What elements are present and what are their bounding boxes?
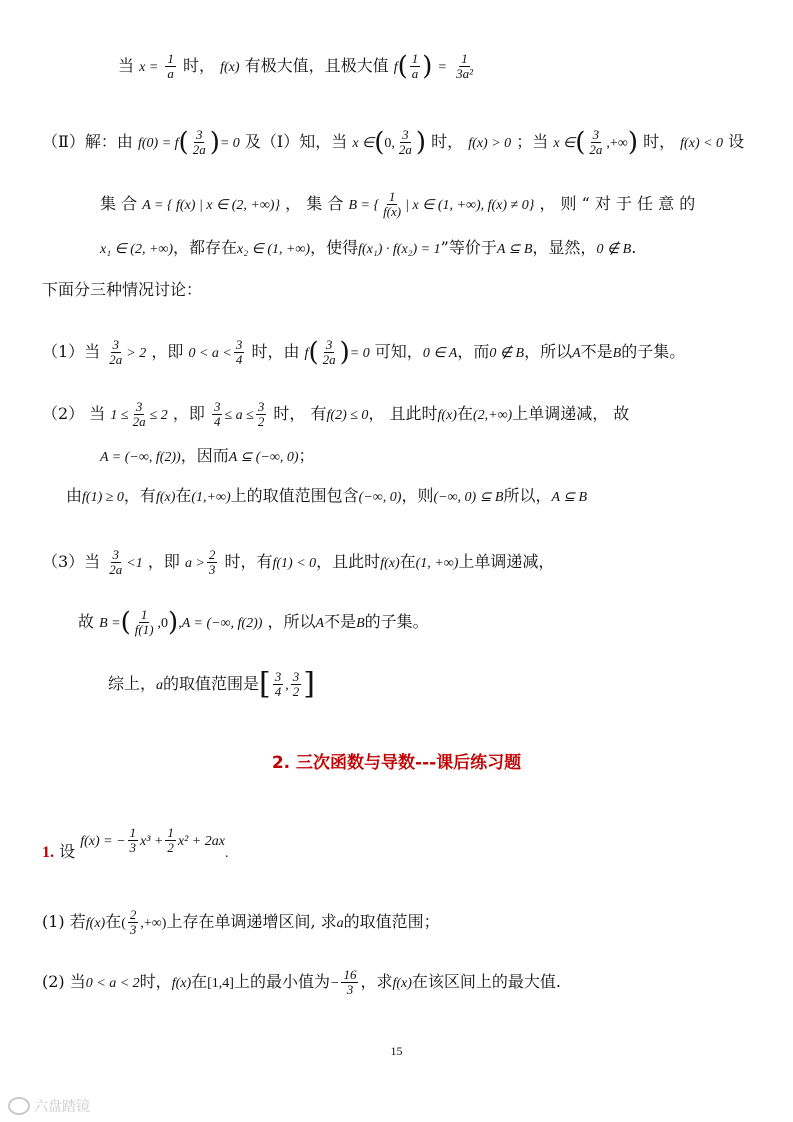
- text: 的子集。: [364, 612, 429, 631]
- text: 上单调递减， 故: [512, 404, 630, 423]
- text: 上的取值范围包含: [230, 486, 359, 505]
- text: ；: [298, 446, 315, 465]
- watermark-text: 六盘踏镜: [34, 1099, 90, 1115]
- text: 在: [191, 972, 208, 991]
- page-number: 15: [390, 1044, 403, 1058]
- text: 有极大值，且极大值: [244, 56, 389, 75]
- fraction: $\frac{3}{2a}$: [109, 547, 123, 577]
- math: f(x) < 0: [680, 136, 724, 151]
- line-max-value: 当 x = $\frac{1}{a}$ 时， f(x) 有极大值，且极大值 f( $\frac{1}{a}$ ) = $\frac{1}{\text{3a²}}$: [118, 51, 473, 82]
- fraction: $\frac{3}{2a}$: [192, 127, 206, 157]
- fraction: $\frac{3}{2a}$: [109, 337, 123, 367]
- math: A: [572, 346, 581, 361]
- text: 上存在单调递增区间, 求: [166, 912, 337, 931]
- text: ；当: [516, 132, 549, 151]
- math: x² + 2ax: [177, 834, 225, 849]
- math: 1 ≤: [110, 408, 129, 423]
- text: ，即: [147, 552, 180, 571]
- math: 0 < a < 2: [85, 976, 140, 991]
- math: > 2: [126, 346, 147, 361]
- set-b: B = {: [348, 198, 380, 213]
- math: (1,+∞): [191, 490, 231, 505]
- text: ， 且此时: [368, 404, 438, 423]
- math: = 0: [219, 136, 240, 151]
- text: 所以，: [503, 486, 552, 505]
- exercise1-part1: (1) 若f(x)在( $\frac{2}{3}$ ,+∞)上存在单调递增区间, 求a的取值范围；: [42, 907, 440, 937]
- text: ，则: [401, 486, 434, 505]
- math: f(x): [380, 556, 400, 571]
- text: 的子集。: [621, 342, 686, 361]
- math: ≤ a ≤: [224, 408, 254, 423]
- text: 设: [728, 132, 745, 151]
- fraction: $\frac{1}{f(x)}$: [383, 189, 402, 219]
- set-a: A = { f(x) | x ∈ (2, +∞)}: [142, 198, 281, 213]
- math: 0 ∉ B: [489, 346, 525, 361]
- text: 时，由: [251, 342, 300, 361]
- math: = 0: [349, 346, 370, 361]
- text: (2) 当: [42, 972, 86, 991]
- part2-line: （Ⅱ）解：由 f(0) = f( $\frac{3}{2a}$ )= 0 及（Ⅰ）知，当 x ∈(0, $\frac{3}{2a}$ ) 时， f(x) > 0 ；当 x ∈( $\frac{3}{2a}$ ,+∞) 时， f(x) < 0 设: [42, 127, 745, 158]
- math: A = (−∞, f(2)): [100, 450, 181, 465]
- text: 的取值范围是: [163, 674, 260, 693]
- math: x =: [139, 60, 159, 75]
- text: .: [631, 238, 637, 257]
- text: ”等价于: [440, 238, 497, 257]
- fraction: $\frac{3}{2a}$: [589, 127, 603, 157]
- math: x³ +: [140, 834, 164, 849]
- fraction: $\frac{3}{2}$: [257, 399, 265, 429]
- exercise1-part2: [42, 968, 561, 997]
- math: B: [356, 616, 365, 631]
- text: ，且此时: [316, 552, 381, 571]
- math: a: [336, 916, 344, 931]
- case2c-line: [66, 486, 587, 508]
- fraction: $\frac{3}{2a}$: [322, 337, 336, 367]
- fraction: $\frac{1}{2}$: [167, 825, 174, 855]
- watermark-logo-icon: [8, 1097, 30, 1115]
- text: 上的最小值为: [233, 972, 330, 991]
- case1-line: （1）当 $\frac{3}{2a}$ > 2 ，即 0 < a < $\frac{3}{4}$ 时，由 f( $\frac{3}{2a}$ )= 0 可知，0 ∈ A，而0 ∉ B，所以A不是B的子集。: [42, 337, 686, 368]
- math: f(x): [171, 976, 192, 991]
- fraction: $\frac{1}{f(1)}$: [134, 607, 154, 637]
- math: f(1) < 0: [272, 556, 317, 571]
- fraction: $\frac{3}{4}$: [274, 669, 282, 699]
- case2-line: [42, 400, 629, 429]
- text: 当: [118, 56, 135, 75]
- math: 0 ∈ A: [422, 346, 458, 361]
- case2b-line: [100, 446, 315, 468]
- fraction: $\frac{1}{3}$: [129, 825, 137, 855]
- math: A ⊆ B: [551, 490, 588, 505]
- math: (−∞, 0): [358, 490, 402, 505]
- text: ，有: [123, 486, 156, 505]
- text: ， 集 合: [285, 194, 344, 213]
- math: f(2) ≤ 0: [326, 408, 369, 423]
- text: 可知，: [374, 342, 423, 361]
- math: a >: [184, 556, 205, 571]
- math: | x ∈ (1, +∞), f(x) ≠ 0}: [405, 198, 535, 213]
- text: 在: [105, 912, 122, 931]
- math: (2,+∞): [472, 408, 513, 423]
- text: ，所以: [267, 612, 316, 631]
- section-heading: 2. 三次函数与导数---课后练习题: [271, 753, 522, 773]
- math: x₁ ∈ (2, +∞): [100, 242, 174, 257]
- text: ，都存在: [173, 238, 238, 257]
- text: 综上，: [108, 674, 157, 693]
- math: =: [437, 60, 447, 75]
- text: 上单调递减，: [458, 552, 555, 571]
- math: (−∞, 0) ⊆ B: [433, 490, 504, 505]
- math: A = (−∞, f(2)): [181, 616, 263, 631]
- math: a: [156, 678, 164, 693]
- text: 时，: [139, 972, 172, 991]
- text: 时，: [431, 132, 464, 151]
- math: [1,4]: [207, 976, 234, 991]
- math: −: [329, 976, 340, 991]
- math: A ⊆ (−∞, 0): [228, 450, 299, 465]
- text: 故: [78, 612, 95, 631]
- math: f: [304, 346, 309, 361]
- math: f(x) = −: [80, 834, 126, 849]
- text: 由: [66, 486, 83, 505]
- fraction: $\frac{2}{3}$: [208, 547, 216, 577]
- text: ，显然，: [532, 238, 597, 257]
- discuss-line: 下面分三种情况讨论：: [42, 280, 203, 299]
- math: <1: [126, 556, 143, 571]
- math: ,: [178, 616, 182, 631]
- math: x ∈: [553, 136, 576, 151]
- text: 的取值范围；: [343, 912, 440, 931]
- text: (1) 若: [42, 912, 86, 931]
- math: f(x): [155, 490, 176, 505]
- math: f(x₁) · f(x₂) = 1: [358, 242, 441, 257]
- case3-line: [42, 548, 554, 577]
- exercise1-line: 1. 设 f(x) = − $\frac{1}{3}$ x³ + $\frac{1}{2}$ x² + 2ax.: [42, 825, 229, 861]
- math: B =: [99, 616, 121, 631]
- math: f(x): [220, 60, 240, 75]
- fraction: $\frac{3}{4}$: [235, 337, 243, 367]
- text: 时，有: [224, 552, 273, 571]
- math: f(x) > 0: [468, 136, 512, 151]
- math: 0 < a <: [188, 346, 232, 361]
- text: （Ⅱ）解：由: [42, 132, 133, 151]
- math: f: [393, 60, 398, 75]
- math: x ∈: [352, 136, 375, 151]
- text: 不是: [324, 612, 357, 631]
- fraction: $\frac{3}{2a}$: [132, 399, 146, 429]
- text: ，使得: [310, 238, 359, 257]
- text: 时， 有: [273, 404, 327, 423]
- fraction: $\frac{3}{4}$: [213, 399, 221, 429]
- fraction: $\frac{3}{2}$: [292, 669, 300, 699]
- fraction: $\frac{16}{3}$: [343, 967, 357, 997]
- question-number: 1.: [42, 844, 54, 861]
- math: f(x): [437, 408, 457, 423]
- text: ，即: [172, 404, 205, 423]
- text: （2） 当: [42, 404, 106, 423]
- math: f(1) ≥ 0: [82, 490, 124, 505]
- math: A: [315, 616, 325, 631]
- text: 集 合: [100, 194, 138, 213]
- condition-line: [100, 238, 636, 260]
- fraction: $\frac{3}{2a}$: [398, 127, 412, 157]
- math: x₂ ∈ (1, +∞): [237, 242, 311, 257]
- math: B: [612, 346, 622, 361]
- text: 在: [399, 552, 416, 571]
- math: f(0) = f: [137, 136, 179, 151]
- fraction: $\frac{1}{\text{3a²}}$: [456, 51, 473, 81]
- text: 在: [456, 404, 473, 423]
- math: f(x): [85, 916, 106, 931]
- text: 及（Ⅰ）知，当: [244, 132, 348, 151]
- text: ，即: [151, 342, 184, 361]
- math: A ⊆ B: [496, 242, 533, 257]
- text: 时，: [182, 56, 215, 75]
- fraction: $\frac{1}{a}$: [411, 51, 419, 81]
- fraction: $\frac{1}{a}$: [167, 51, 174, 81]
- math: 0 ∉ B: [596, 242, 632, 257]
- text: （1）当: [42, 342, 101, 361]
- text: 在: [175, 486, 192, 505]
- text: ，因而: [180, 446, 229, 465]
- fraction: $\frac{2}{3}$: [129, 907, 137, 937]
- text: 不是: [580, 342, 613, 361]
- case3b-line: 故 B =( $\frac{1}{f(1)}$ ,0),A = (−∞, f(2)) ，所以A不是B的子集。: [78, 607, 429, 638]
- summary-line: 综上，a的取值范围是[ $\frac{3}{4}$ , $\frac{3}{2}$ ]: [108, 666, 315, 702]
- math: ≤ 2: [149, 408, 168, 423]
- text: ，求: [360, 972, 393, 991]
- text: ，所以: [524, 342, 573, 361]
- math: f(x): [392, 976, 412, 991]
- text: 在该区间上的最大值.: [411, 972, 561, 991]
- text: 时，: [643, 132, 676, 151]
- text: ， 则 “ 对 于 任 意 的: [539, 194, 696, 213]
- watermark: [8, 1096, 90, 1116]
- sets-line: [100, 190, 695, 219]
- text: 设: [59, 842, 76, 861]
- text: ，而: [457, 342, 490, 361]
- text: （3）当: [42, 552, 101, 571]
- math: (1, +∞): [415, 556, 459, 571]
